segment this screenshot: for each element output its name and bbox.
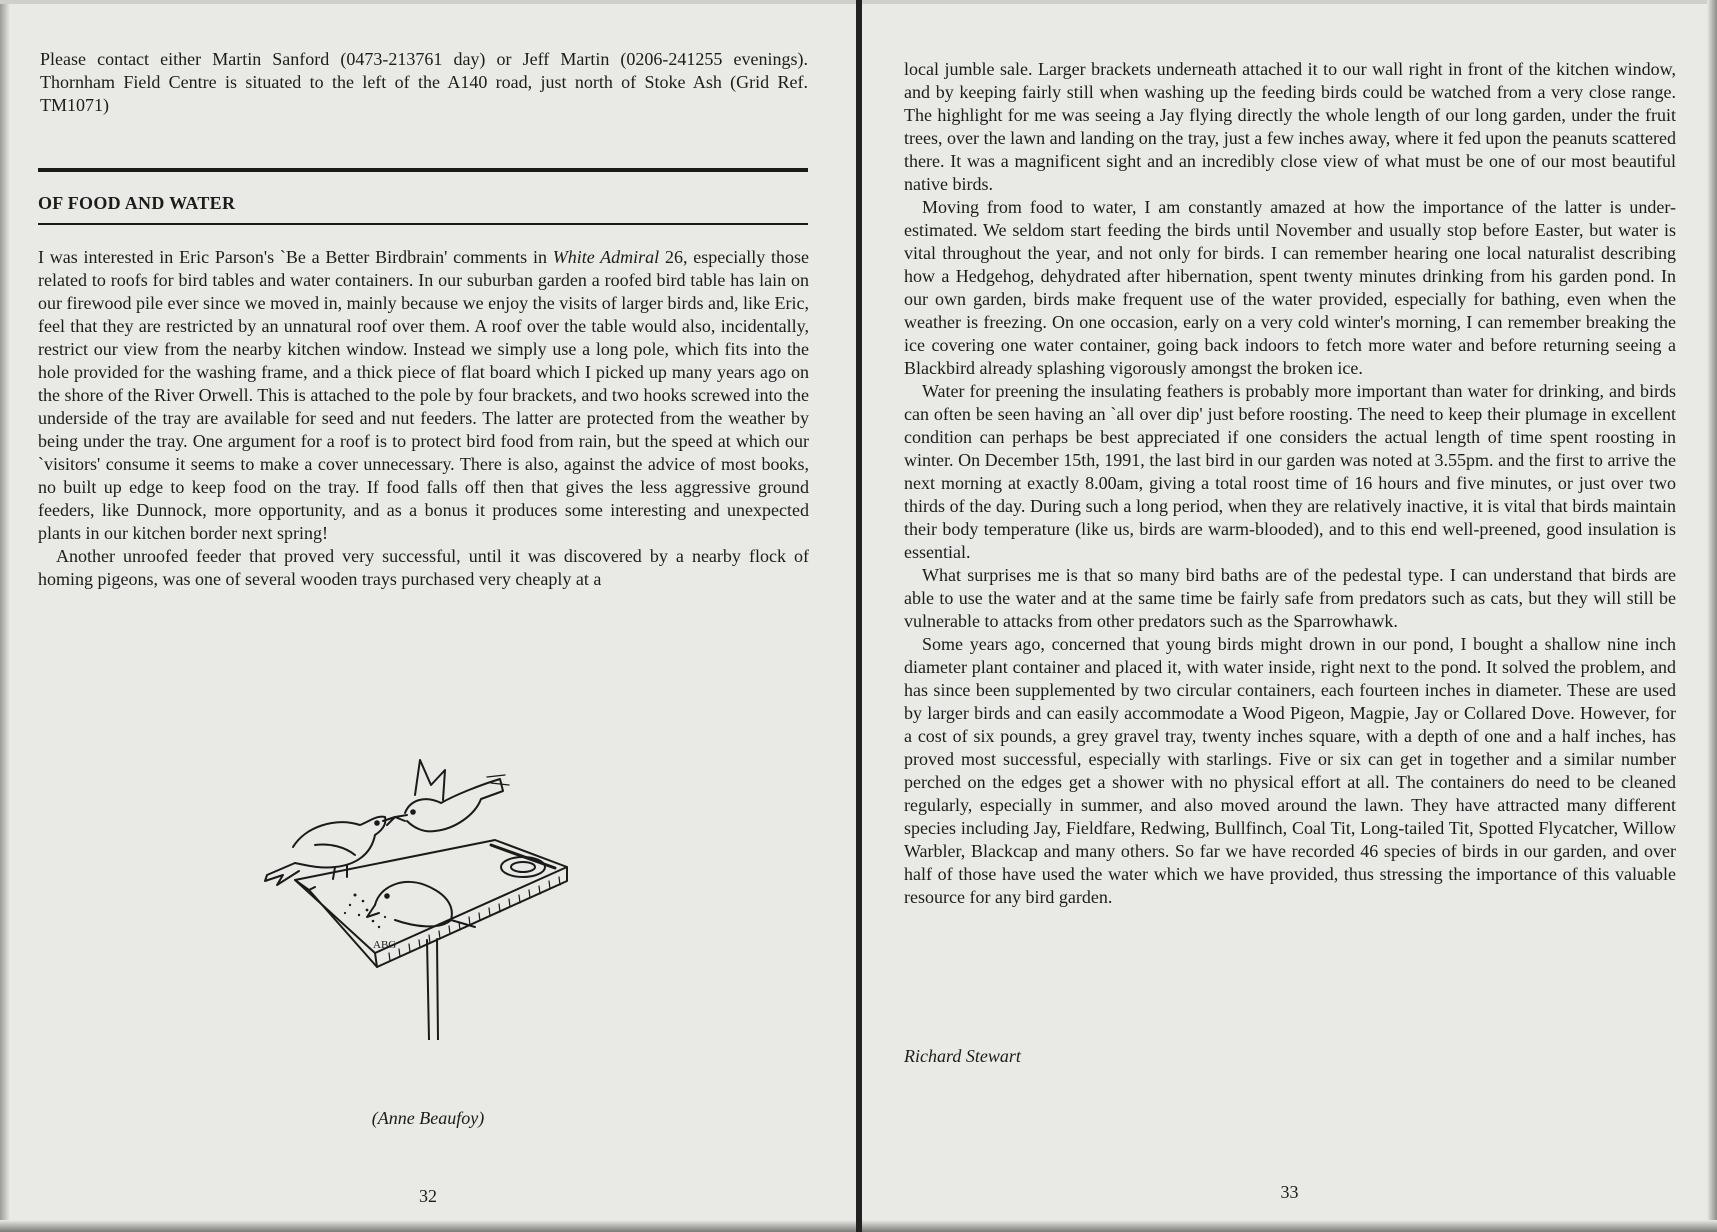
paragraph-text: I was interested in Eric Parson's `Be a Better Birdbrain' comments in [38,247,553,267]
article-paragraph: Some years ago, concerned that young birds might drown in our pond, I bought a shallow nine inch diameter plant container and placed it, with water inside, right next to the pond. It solved the problem, and has since been supplemented by two circular containers, each fourteen inches in diameter. These are used by larger birds and can easily accommodate a Wood Pigeon, Magpie, Jay or Collared Dove. However, for a cost of six pounds, a grey gravel tray, twenty inches square, with a depth of one and a half inches, has proved most successful, especially with starlings. Five or six can get in together and a similar number perched on the edges get a shower with no physical effort at all. The containers do need to be cleaned regularly, especially in summer, and also moved around the lawn. They have attracted many different species including Jay, Fieldfare, Redwing, Bullfinch, Coal Tit, Long-tailed Tit, Spotted Flycatcher, Willow Warbler, Blackcap and many others. So far we have recorded 46 species of birds in our garden, and over half of those have used the water which we have provided, thus stressing the importance of this valuable resource for any bird garden. [904,634,1676,907]
page-top-edge [0,0,856,4]
article-paragraph [38,246,809,545]
section-divider-thin [38,223,808,225]
article-body-left [38,246,809,591]
article-paragraph: local jumble sale. Larger brackets underneath attached it to our wall right in front of the kitchen window, and by keeping fairly still when washing up the feeding birds could be watched from a very close range. The highlight for me was seeing a Jay flying directly the whole length of our long garden, under the fruit trees, over the lawn and landing on the tray, just a few inches away, where it fed upon the peanuts scattered there. It was a magnificent sight and an incredibly close view of what must be one of our most beautiful native birds. [904,59,1676,194]
section-divider-thick [38,168,808,172]
page-bottom-edge [0,1220,856,1232]
contact-paragraph [40,48,808,117]
paragraph-text: 26, especially those related to roofs for bird tables and water containers. In our suburban garden a roofed bird table has lain on our firewood pile ever since we moved in, mainly because we enjoy the visits of larger birds and, like Eric, feel that they are restricted by an unnatural roof over them. A roof over the table would also, incidentally, restrict our view from the nearby kitchen window. Instead we simply use a long pole, which fits into the hole provided for the washing frame, and a thick piece of flat board which I picked up many years ago on the shore of the River Orwell. This is attached to the pole by four brackets, and two hooks screwed into the underside of the tray are available for seed and nut feeders. The latter are protected from the weather by being under the tray. One argument for a roof is to protect bird food from rain, but the speed at which our `visitors' consume it seems to make a cover unnecessary. There is also, against the advice of most books, no built up edge to keep food on the tray. If food falls off then that gives the less aggressive ground feeders, like Dunnock, more opportunity, and as a bonus it produces some interesting and unexpected plants in our kitchen border next spring! [38,247,809,543]
article-paragraph: Water for preening the insulating feathers is probably more important than water for drinking, and birds can often be seen having an `all over dip' just before roosting. The need to keep their plumage in excellent condition can perhaps be best appreciated if one considers the actual length of time spent roosting in winter. On December 15th, 1991, the last bird in our garden was noted at 3.55pm. and the first to arrive the next morning at exactly 8.00am, giving a total roost time of 16 hours and five minutes, or just over two thirds of the day. During such a long period, when they are relatively inactive, it is vital that birds maintain their body temperature (like us, birds are warm-blooded), and to this end well-preened, good insulation is essential. [904,381,1676,562]
article-body-right [904,58,1676,909]
article-paragraph: Another unroofed feeder that proved very successful, until it was discovered by a nearby flock of homing pigeons, was one of several wooden trays purchased very cheaply at a [38,546,809,589]
page-edge-shadow [0,0,10,1232]
page-bottom-edge [862,1220,1717,1232]
bird-table-illustration [255,755,625,1040]
article-paragraph: What surprises me is that so many bird baths are of the pedestal type. I can understand that birds are able to use the water and at the same time be fairly safe from predators such as cats, but they will still be vulnerable to attacks from other predators such as the Sparrowhawk. [904,565,1676,631]
page-top-edge [862,0,1717,4]
contact-text: Please contact either Martin Sanford (0473-213761 day) or Jeff Martin (0206-241255 evenings). Thornham Field Centre is situated to the left of the A140 road, just north of Stoke Ash (Grid Ref. TM1071) [40,49,808,115]
magazine-title: White Admiral [552,247,660,267]
article-author: Richard Stewart [904,1046,1021,1066]
page-edge-shadow [1707,0,1717,1232]
article-paragraph: Moving from food to water, I am constantly amazed at how the importance of the latter is under-estimated. We seldom start feeding the birds until November and usually stop before Easter, but water is vital throughout the year, and not only for birds. I can remember hearing one local naturalist describing how a Hedgehog, dehydrated after hibernation, spent twenty minutes drinking from his garden pond. In our own garden, birds make frequent use of the water provided, especially for bathing, even when the weather is freezing. On one occasion, early on a very cold winter's morning, I can remember breaking the ice covering one water container, going back indoors to fetch more water and before returning seeing a Blackbird already splashing vigorously amongst the broken ice. [904,197,1676,378]
illustration-signature: ABG [373,939,397,951]
left-page [0,0,856,1232]
page-number: 33 [1280,1182,1299,1202]
right-page [862,0,1717,1232]
section-title: OF FOOD AND WATER [38,193,236,213]
illustration-caption: (Anne Beaufoy) [371,1108,485,1128]
page-number: 32 [419,1186,437,1206]
